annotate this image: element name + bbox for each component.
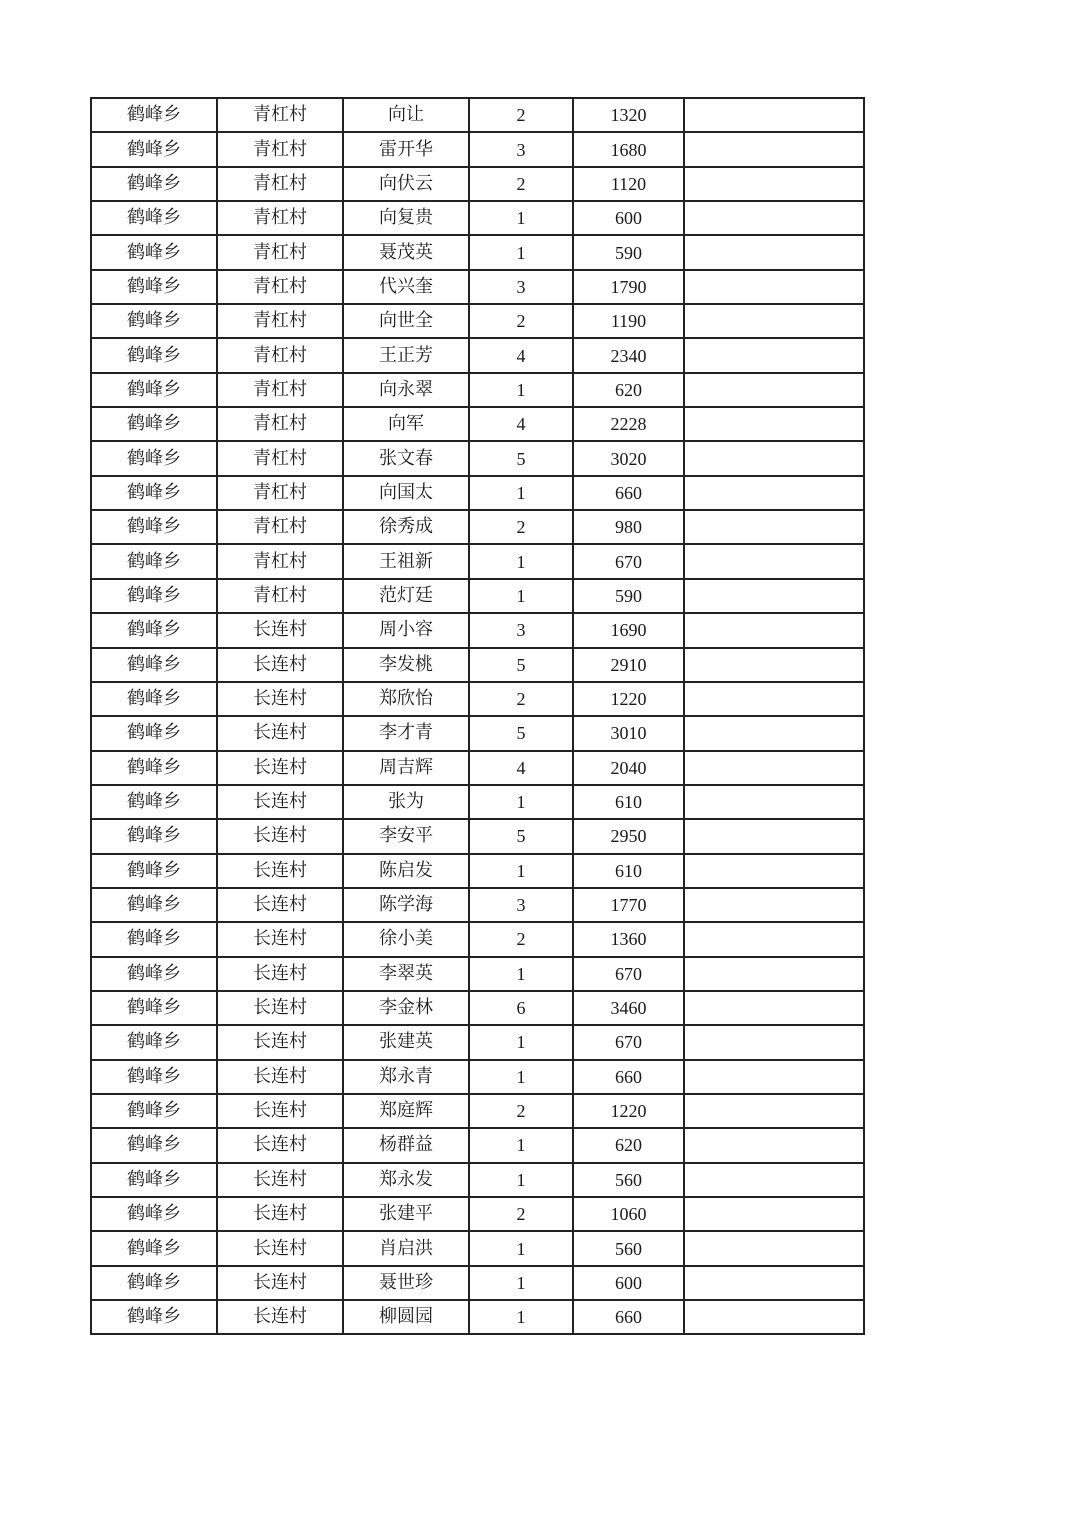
village-cell: 长连村 [217, 1060, 343, 1094]
township-cell: 鹤峰乡 [91, 1128, 217, 1162]
remark-cell [684, 785, 864, 819]
amount-cell: 2228 [573, 407, 684, 441]
count-cell: 5 [469, 441, 573, 475]
township-cell: 鹤峰乡 [91, 304, 217, 338]
data-table [90, 97, 865, 1335]
name-cell: 陈启发 [343, 854, 469, 888]
table-row [91, 1094, 864, 1128]
table-row [91, 167, 864, 201]
village-cell: 长连村 [217, 1128, 343, 1162]
count-cell: 4 [469, 751, 573, 785]
remark-cell [684, 682, 864, 716]
township-cell: 鹤峰乡 [91, 888, 217, 922]
amount-cell: 3460 [573, 991, 684, 1025]
township-cell: 鹤峰乡 [91, 510, 217, 544]
remark-cell [684, 888, 864, 922]
count-cell: 3 [469, 270, 573, 304]
amount-cell: 1190 [573, 304, 684, 338]
remark-cell [684, 407, 864, 441]
count-cell: 4 [469, 407, 573, 441]
count-cell: 2 [469, 1197, 573, 1231]
count-cell: 1 [469, 373, 573, 407]
amount-cell: 610 [573, 854, 684, 888]
count-cell: 6 [469, 991, 573, 1025]
table-row [91, 201, 864, 235]
amount-cell: 1360 [573, 922, 684, 956]
remark-cell [684, 819, 864, 853]
amount-cell: 2340 [573, 338, 684, 372]
table-row [91, 1025, 864, 1059]
table-row [91, 1060, 864, 1094]
township-cell: 鹤峰乡 [91, 922, 217, 956]
table-row [91, 1300, 864, 1334]
village-cell: 长连村 [217, 751, 343, 785]
remark-cell [684, 201, 864, 235]
amount-cell: 620 [573, 373, 684, 407]
remark-cell [684, 304, 864, 338]
count-cell: 5 [469, 819, 573, 853]
village-cell: 青杠村 [217, 441, 343, 475]
name-cell: 郑欣怡 [343, 682, 469, 716]
name-cell: 李才青 [343, 716, 469, 750]
amount-cell: 1680 [573, 132, 684, 166]
remark-cell [684, 235, 864, 269]
table-row [91, 98, 864, 132]
township-cell: 鹤峰乡 [91, 167, 217, 201]
table-row [91, 510, 864, 544]
table-row [91, 270, 864, 304]
count-cell: 1 [469, 235, 573, 269]
remark-cell [684, 270, 864, 304]
table-row [91, 441, 864, 475]
table-row [91, 579, 864, 613]
name-cell: 李翠英 [343, 957, 469, 991]
amount-cell: 670 [573, 957, 684, 991]
remark-cell [684, 751, 864, 785]
township-cell: 鹤峰乡 [91, 235, 217, 269]
count-cell: 1 [469, 476, 573, 510]
village-cell: 长连村 [217, 785, 343, 819]
village-cell: 长连村 [217, 957, 343, 991]
amount-cell: 1690 [573, 613, 684, 647]
amount-cell: 1220 [573, 682, 684, 716]
village-cell: 长连村 [217, 922, 343, 956]
table-row [91, 132, 864, 166]
table-row [91, 544, 864, 578]
name-cell: 张建英 [343, 1025, 469, 1059]
remark-cell [684, 613, 864, 647]
remark-cell [684, 1300, 864, 1334]
township-cell: 鹤峰乡 [91, 1094, 217, 1128]
name-cell: 向伏云 [343, 167, 469, 201]
amount-cell: 560 [573, 1231, 684, 1265]
table-row [91, 991, 864, 1025]
table-row [91, 373, 864, 407]
table-row [91, 819, 864, 853]
name-cell: 王祖新 [343, 544, 469, 578]
remark-cell [684, 441, 864, 475]
amount-cell: 2950 [573, 819, 684, 853]
table-row [91, 476, 864, 510]
table-row [91, 957, 864, 991]
count-cell: 2 [469, 510, 573, 544]
township-cell: 鹤峰乡 [91, 854, 217, 888]
name-cell: 向永翠 [343, 373, 469, 407]
remark-cell [684, 373, 864, 407]
remark-cell [684, 1197, 864, 1231]
count-cell: 2 [469, 922, 573, 956]
amount-cell: 560 [573, 1163, 684, 1197]
count-cell: 3 [469, 132, 573, 166]
amount-cell: 590 [573, 235, 684, 269]
township-cell: 鹤峰乡 [91, 98, 217, 132]
name-cell: 李安平 [343, 819, 469, 853]
amount-cell: 670 [573, 544, 684, 578]
township-cell: 鹤峰乡 [91, 785, 217, 819]
village-cell: 长连村 [217, 716, 343, 750]
count-cell: 1 [469, 785, 573, 819]
township-cell: 鹤峰乡 [91, 132, 217, 166]
village-cell: 青杠村 [217, 98, 343, 132]
township-cell: 鹤峰乡 [91, 751, 217, 785]
village-cell: 长连村 [217, 1266, 343, 1300]
name-cell: 张为 [343, 785, 469, 819]
count-cell: 4 [469, 338, 573, 372]
amount-cell: 3020 [573, 441, 684, 475]
amount-cell: 660 [573, 476, 684, 510]
table-row [91, 922, 864, 956]
table-row [91, 1163, 864, 1197]
township-cell: 鹤峰乡 [91, 579, 217, 613]
table-row [91, 1231, 864, 1265]
name-cell: 郑永发 [343, 1163, 469, 1197]
count-cell: 5 [469, 648, 573, 682]
table-row [91, 854, 864, 888]
amount-cell: 660 [573, 1300, 684, 1334]
name-cell: 李金林 [343, 991, 469, 1025]
remark-cell [684, 476, 864, 510]
village-cell: 青杠村 [217, 510, 343, 544]
township-cell: 鹤峰乡 [91, 819, 217, 853]
village-cell: 长连村 [217, 1300, 343, 1334]
remark-cell [684, 1094, 864, 1128]
count-cell: 1 [469, 1025, 573, 1059]
count-cell: 3 [469, 613, 573, 647]
count-cell: 1 [469, 1060, 573, 1094]
table-row [91, 407, 864, 441]
village-cell: 青杠村 [217, 132, 343, 166]
name-cell: 郑永青 [343, 1060, 469, 1094]
name-cell: 周小容 [343, 613, 469, 647]
table-row [91, 304, 864, 338]
count-cell: 2 [469, 304, 573, 338]
table-row [91, 888, 864, 922]
village-cell: 长连村 [217, 1094, 343, 1128]
village-cell: 长连村 [217, 613, 343, 647]
name-cell: 郑庭辉 [343, 1094, 469, 1128]
count-cell: 1 [469, 854, 573, 888]
table-row [91, 648, 864, 682]
remark-cell [684, 922, 864, 956]
township-cell: 鹤峰乡 [91, 338, 217, 372]
name-cell: 代兴奎 [343, 270, 469, 304]
name-cell: 向复贵 [343, 201, 469, 235]
amount-cell: 1770 [573, 888, 684, 922]
remark-cell [684, 1266, 864, 1300]
village-cell: 长连村 [217, 682, 343, 716]
remark-cell [684, 544, 864, 578]
remark-cell [684, 957, 864, 991]
township-cell: 鹤峰乡 [91, 648, 217, 682]
remark-cell [684, 1231, 864, 1265]
village-cell: 长连村 [217, 1163, 343, 1197]
table-row [91, 682, 864, 716]
remark-cell [684, 510, 864, 544]
township-cell: 鹤峰乡 [91, 270, 217, 304]
village-cell: 长连村 [217, 819, 343, 853]
name-cell: 杨群益 [343, 1128, 469, 1162]
village-cell: 青杠村 [217, 167, 343, 201]
remark-cell [684, 98, 864, 132]
village-cell: 青杠村 [217, 544, 343, 578]
township-cell: 鹤峰乡 [91, 373, 217, 407]
table-row [91, 1197, 864, 1231]
table-row [91, 338, 864, 372]
village-cell: 青杠村 [217, 270, 343, 304]
township-cell: 鹤峰乡 [91, 1163, 217, 1197]
amount-cell: 600 [573, 201, 684, 235]
village-cell: 青杠村 [217, 304, 343, 338]
table-row [91, 613, 864, 647]
table-row [91, 751, 864, 785]
village-cell: 青杠村 [217, 407, 343, 441]
table-row [91, 1128, 864, 1162]
village-cell: 青杠村 [217, 476, 343, 510]
village-cell: 青杠村 [217, 579, 343, 613]
count-cell: 1 [469, 544, 573, 578]
count-cell: 2 [469, 682, 573, 716]
name-cell: 徐秀成 [343, 510, 469, 544]
name-cell: 王正芳 [343, 338, 469, 372]
amount-cell: 610 [573, 785, 684, 819]
name-cell: 张建平 [343, 1197, 469, 1231]
count-cell: 1 [469, 957, 573, 991]
township-cell: 鹤峰乡 [91, 991, 217, 1025]
township-cell: 鹤峰乡 [91, 476, 217, 510]
count-cell: 1 [469, 1266, 573, 1300]
amount-cell: 2910 [573, 648, 684, 682]
remark-cell [684, 854, 864, 888]
name-cell: 雷开华 [343, 132, 469, 166]
township-cell: 鹤峰乡 [91, 1060, 217, 1094]
amount-cell: 3010 [573, 716, 684, 750]
township-cell: 鹤峰乡 [91, 613, 217, 647]
village-cell: 长连村 [217, 854, 343, 888]
village-cell: 长连村 [217, 888, 343, 922]
township-cell: 鹤峰乡 [91, 1197, 217, 1231]
township-cell: 鹤峰乡 [91, 716, 217, 750]
name-cell: 向让 [343, 98, 469, 132]
amount-cell: 1220 [573, 1094, 684, 1128]
name-cell: 李发桃 [343, 648, 469, 682]
count-cell: 1 [469, 579, 573, 613]
amount-cell: 670 [573, 1025, 684, 1059]
name-cell: 向军 [343, 407, 469, 441]
count-cell: 5 [469, 716, 573, 750]
amount-cell: 590 [573, 579, 684, 613]
township-cell: 鹤峰乡 [91, 544, 217, 578]
amount-cell: 660 [573, 1060, 684, 1094]
name-cell: 聂世珍 [343, 1266, 469, 1300]
village-cell: 青杠村 [217, 201, 343, 235]
count-cell: 1 [469, 201, 573, 235]
count-cell: 3 [469, 888, 573, 922]
remark-cell [684, 338, 864, 372]
remark-cell [684, 991, 864, 1025]
township-cell: 鹤峰乡 [91, 407, 217, 441]
amount-cell: 1790 [573, 270, 684, 304]
name-cell: 聂茂英 [343, 235, 469, 269]
count-cell: 2 [469, 167, 573, 201]
count-cell: 1 [469, 1300, 573, 1334]
village-cell: 长连村 [217, 1231, 343, 1265]
count-cell: 2 [469, 98, 573, 132]
township-cell: 鹤峰乡 [91, 957, 217, 991]
count-cell: 1 [469, 1163, 573, 1197]
village-cell: 长连村 [217, 648, 343, 682]
amount-cell: 2040 [573, 751, 684, 785]
township-cell: 鹤峰乡 [91, 1025, 217, 1059]
count-cell: 1 [469, 1231, 573, 1265]
table-row [91, 235, 864, 269]
count-cell: 1 [469, 1128, 573, 1162]
remark-cell [684, 1128, 864, 1162]
amount-cell: 1320 [573, 98, 684, 132]
name-cell: 向国太 [343, 476, 469, 510]
village-cell: 长连村 [217, 991, 343, 1025]
amount-cell: 980 [573, 510, 684, 544]
village-cell: 青杠村 [217, 338, 343, 372]
table-row [91, 1266, 864, 1300]
remark-cell [684, 716, 864, 750]
name-cell: 张文春 [343, 441, 469, 475]
name-cell: 向世全 [343, 304, 469, 338]
amount-cell: 620 [573, 1128, 684, 1162]
remark-cell [684, 167, 864, 201]
village-cell: 青杠村 [217, 235, 343, 269]
remark-cell [684, 579, 864, 613]
name-cell: 范灯廷 [343, 579, 469, 613]
remark-cell [684, 1060, 864, 1094]
amount-cell: 600 [573, 1266, 684, 1300]
remark-cell [684, 1025, 864, 1059]
village-cell: 长连村 [217, 1025, 343, 1059]
amount-cell: 1120 [573, 167, 684, 201]
name-cell: 柳圆园 [343, 1300, 469, 1334]
table-body [91, 98, 864, 1334]
village-cell: 长连村 [217, 1197, 343, 1231]
township-cell: 鹤峰乡 [91, 441, 217, 475]
count-cell: 2 [469, 1094, 573, 1128]
name-cell: 徐小美 [343, 922, 469, 956]
name-cell: 周吉辉 [343, 751, 469, 785]
name-cell: 陈学海 [343, 888, 469, 922]
amount-cell: 1060 [573, 1197, 684, 1231]
name-cell: 肖启洪 [343, 1231, 469, 1265]
township-cell: 鹤峰乡 [91, 1300, 217, 1334]
township-cell: 鹤峰乡 [91, 1231, 217, 1265]
table-row [91, 785, 864, 819]
village-cell: 青杠村 [217, 373, 343, 407]
township-cell: 鹤峰乡 [91, 201, 217, 235]
remark-cell [684, 648, 864, 682]
remark-cell [684, 1163, 864, 1197]
table-row [91, 716, 864, 750]
remark-cell [684, 132, 864, 166]
township-cell: 鹤峰乡 [91, 682, 217, 716]
township-cell: 鹤峰乡 [91, 1266, 217, 1300]
